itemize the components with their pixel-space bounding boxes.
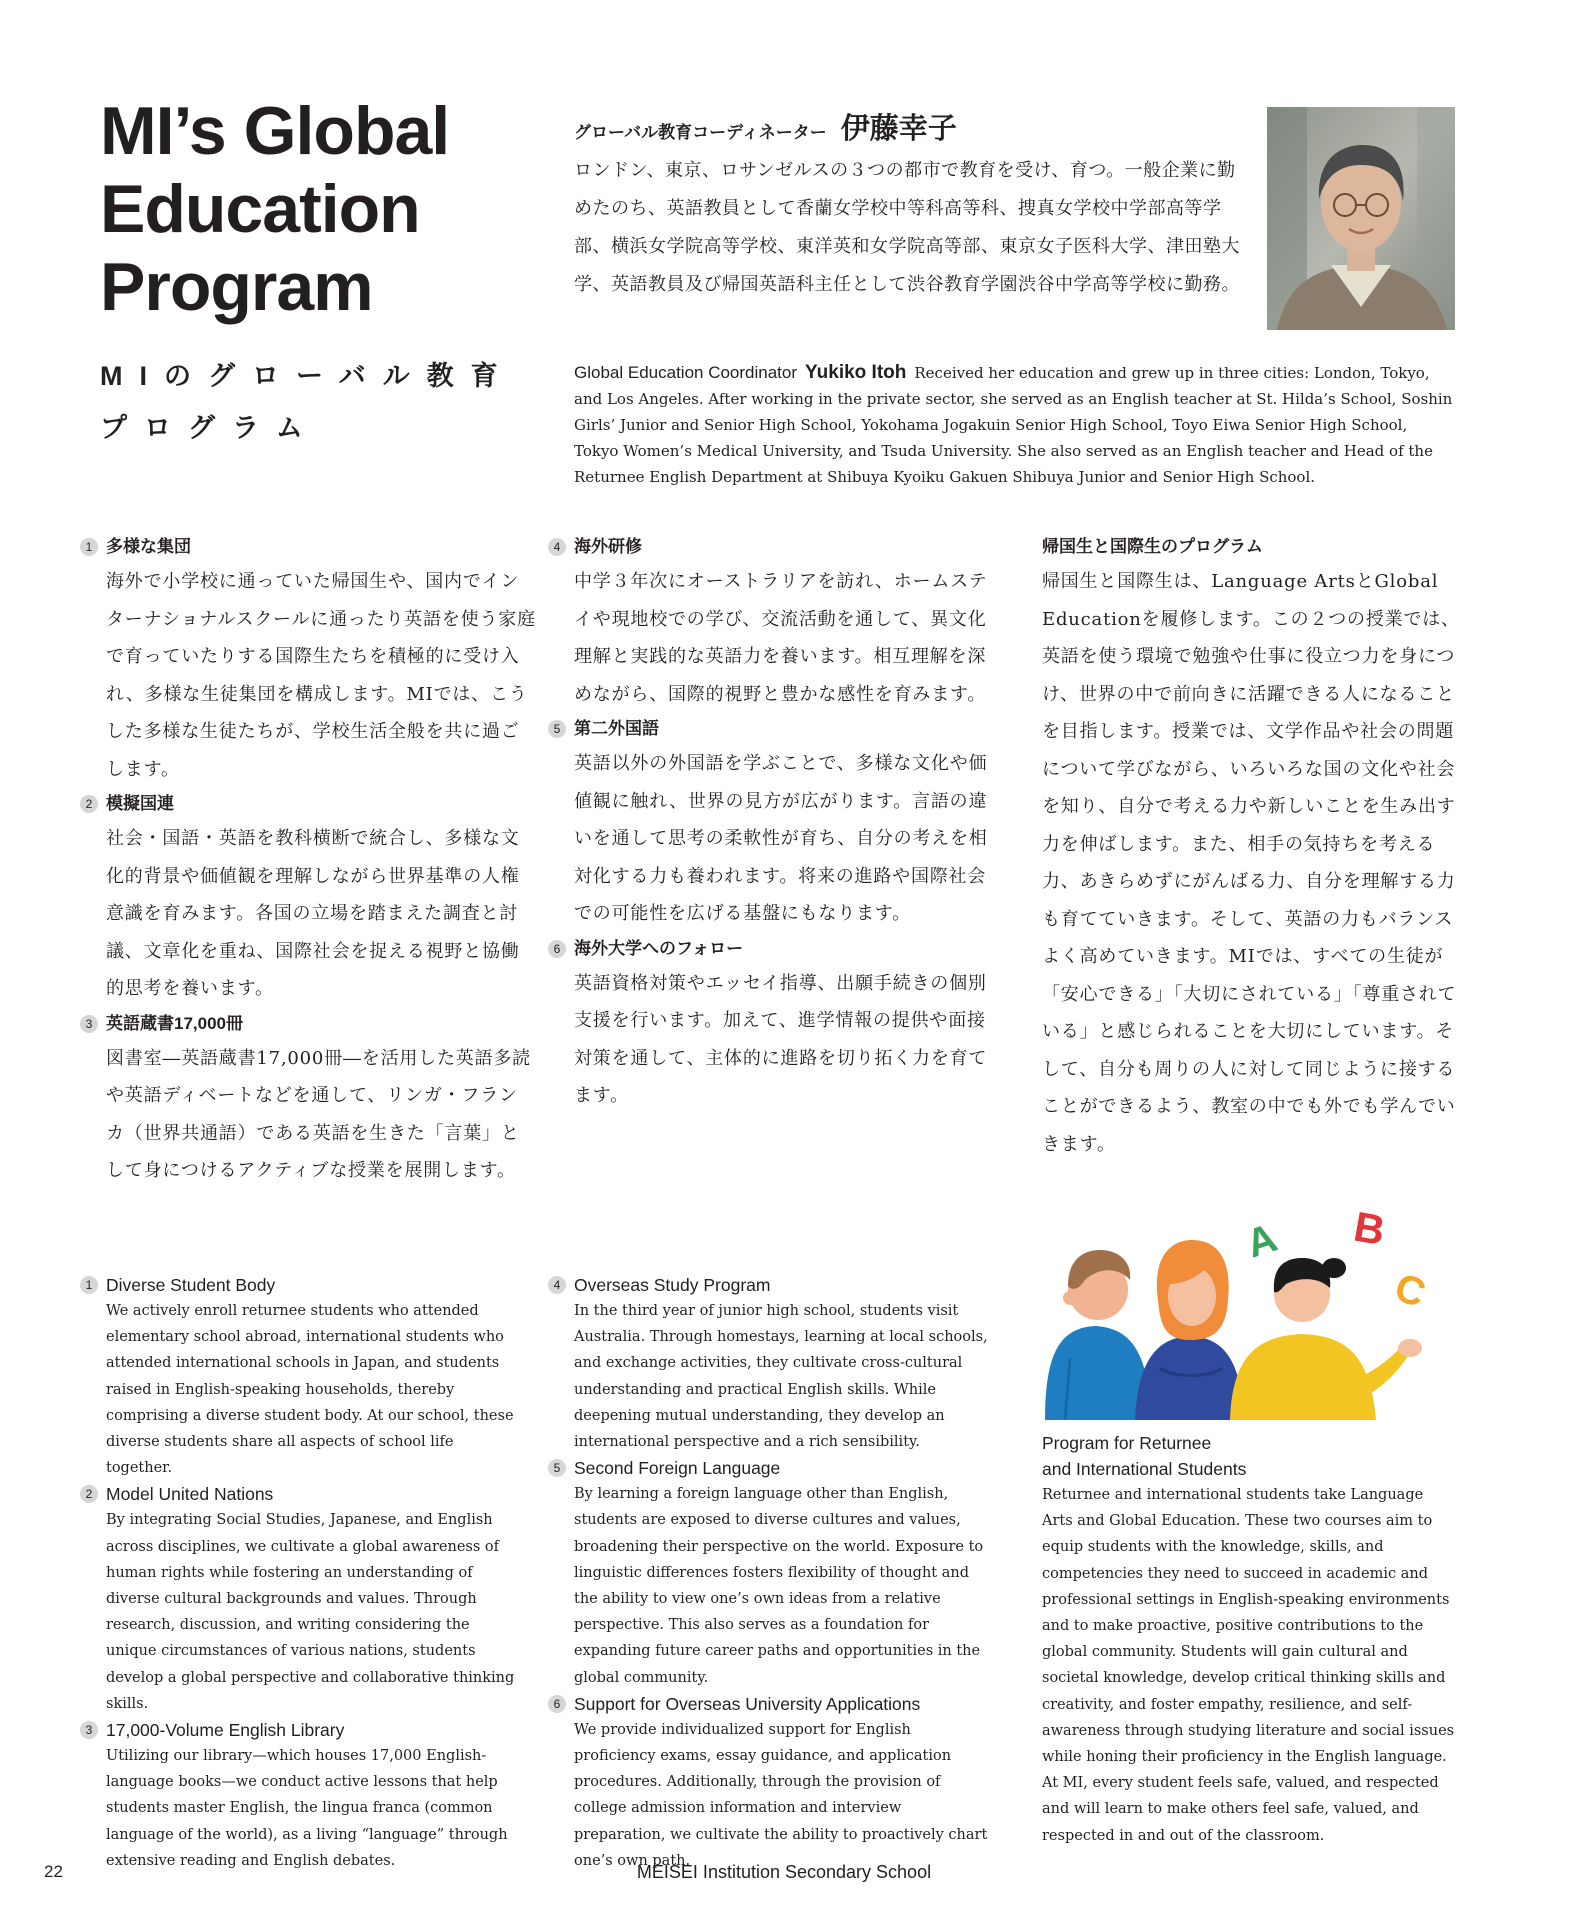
item-number-badge: 6 [548, 1695, 566, 1713]
title-line-1: MI’s Global [100, 93, 450, 169]
item-ja-1-body: 海外で小学校に通っていた帰国生や、国内でインターナショナルスクールに通ったり英語を使う家庭で育っていたりする国際生たちを積極的に受け入れ、多様な生徒集団を構成します。MIでは、こうした多様な生徒たちが、学校生活全般を共に過ごします。 [106, 571, 536, 780]
item-ja-1-heading [80, 531, 536, 563]
letter-b-icon: B [1350, 1202, 1389, 1255]
coordinator-name-en: Yukiko Itoh [805, 362, 907, 383]
item-number-badge: 4 [548, 1276, 566, 1294]
page-title [100, 92, 530, 326]
program-en-body: Returnee and international students take Language Arts and Global Education. These two courses aim to equip students with the knowledge, skills, and competencies they need to succeed in academic and professional settings in English-speaking environments and to make proactive, positive contributions to the global community. Students will gain cultural and societal knowledge, develop critical thinking skills and creativity, and foster empathy, resilience, and self-awareness through studying literature and social issues while honing their proficiency in the English language. At MI, every student feels safe, valued, and respected and will learn to make others feel safe, valued, and respected in and out of the classroom. [1042, 1487, 1455, 1844]
item-number-badge: 2 [80, 795, 98, 813]
item-number-badge: 2 [80, 1485, 98, 1503]
coordinator-bio-ja: ロンドン、東京、ロサンゼルスの３つの都市で教育を受け、育つ。一般企業に勤めたのち、英語教員として香蘭女学校中等科高等科、捜真女学校中学部高等学部、横浜女学院高等学校、東洋英和女学院高等部、東京女子医科大学、津田塾大学、英語教員及び帰国英語科主任として渋谷教育学園渋谷中学高等学校に勤務。 [574, 160, 1240, 295]
item-number-badge: 3 [80, 1015, 98, 1033]
program-en-column [1042, 1430, 1456, 1849]
item-number-badge: 5 [548, 720, 566, 738]
coordinator-bio-en: Received her education and grew up in three cities: London, Tokyo, and Los Angeles. After working in the private sector, she served as an English teacher at St. Hilda’s School, Soshin Girls’ Junior and Senior High School, Yokohama Jogakuin Senior High School, Toyo Eiwa Senior High School, Tokyo Women’s Medical University, and Tsuda University. She also served as an English teacher and Head of the Returnee English Department at Shibuya Kyoiku Gakuen Shibuya Junior and Senior High School. [574, 364, 1453, 486]
item-ja-6-heading [548, 933, 1004, 965]
title-line-2: Education [100, 171, 420, 247]
page-number: 22 [44, 1862, 63, 1881]
item-ja-3-body: 図書室―英語蔵書17,000冊―を活用した英語多読や英語ディベートなどを通して、リンガ・フランカ（世界共通語）である英語を生きた「言葉」として身につけるアクティブな授業を展開します。 [106, 1047, 531, 1181]
item-ja-1-title: 多様な集団 [106, 537, 191, 556]
item-en-5-title: Second Foreign Language [574, 1458, 781, 1479]
student-figure-1 [1045, 1250, 1152, 1420]
item-en-2-heading [80, 1481, 520, 1507]
item-en-4-title: Overseas Study Program [574, 1275, 771, 1295]
item-ja-5-heading [548, 713, 1004, 745]
item-ja-3-heading [80, 1008, 536, 1040]
items-en-column-1 [85, 1272, 520, 1874]
students-illustration [1040, 1188, 1460, 1420]
item-en-2-body: By integrating Social Studies, Japanese, and English across disciplines, we cultivate a global awareness of human rights while fostering an understanding of diverse cultural backgrounds and values. Through research, discussion, and writing considering the unique circumstances of various nations, students develop a global perspective and collaborative thinking skills. [106, 1512, 515, 1712]
item-en-6-body: We provide individualized support for English proficiency exams, essay guidance, and application procedures. Additionally, through the provision of college admission information and interview preparation, we cultivate the ability to proactively chart one’s own path. [574, 1721, 988, 1869]
items-ja-column-2 [553, 531, 1004, 1115]
title-ja-line-2: プログラム [100, 413, 320, 443]
item-en-1-heading [80, 1272, 520, 1298]
items-ja-column-1 [85, 531, 536, 1190]
item-ja-2-heading [80, 788, 536, 820]
item-en-2-title: Model United Nations [106, 1484, 274, 1505]
item-ja-5-title: 第二外国語 [574, 719, 659, 738]
item-number-badge: 5 [548, 1459, 566, 1477]
coordinator-heading-ja [574, 106, 1264, 147]
footer-school-name: MEISEI Institution Secondary School [636, 1862, 932, 1882]
page-title-ja [100, 350, 530, 454]
item-ja-4-title: 海外研修 [574, 537, 642, 556]
item-ja-3-title: 英語蔵書17,000冊 [106, 1013, 243, 1033]
letter-a-icon: A [1241, 1215, 1283, 1267]
title-line-3: Program [100, 249, 373, 325]
program-ja-column [1042, 531, 1472, 1163]
program-en-title-line-1: Program for Returnee [1042, 1433, 1212, 1453]
item-en-1-body: We actively enroll returnee students who attended elementary school abroad, international students who attended international schools in Japan, and students raised in English-speaking households, thereby comprising a diverse student body. At our school, these diverse students share all aspects of school life together. [106, 1303, 514, 1477]
program-en-title-line-2: and International Students [1042, 1459, 1247, 1479]
item-ja-5-body: 英語以外の外国語を学ぶことで、多様な文化や価値観に触れ、世界の見方が広がります。言語の違いを通して思考の柔軟性が育ち、自分の考えを相対化する力も養われます。将来の進路や国際社会での可能性を広げる基盤にもなります。 [574, 753, 988, 924]
item-ja-4-body: 中学３年次にオーストラリアを訪れ、ホームステイや現地校での学び、交流活動を通して、異文化理解と実践的な英語力を養います。相互理解を深めながら、国際的視野と豊かな感性を育みます。 [574, 571, 988, 705]
items-en-column-2 [553, 1272, 988, 1874]
coordinator-role-en: Global Education Coordinator [574, 363, 798, 382]
item-ja-6-title: 海外大学へのフォロー [574, 938, 744, 958]
item-ja-2-title: 模擬国連 [106, 794, 174, 813]
item-ja-2-body: 社会・国語・英語を教科横断で統合し、多様な文化的背景や価値観を理解しながら世界基準の人権意識を育みます。各国の立場を踏まえた調査と討議、文章化を重ね、国際社会を捉える視野と協働的思考を養います。 [106, 828, 520, 999]
item-en-3-heading [80, 1717, 520, 1743]
item-en-5-body: By learning a foreign language other than English, students are exposed to diverse cultures and values, broadening their perspective on the world. Exposure to linguistic differences fosters flexibility of thought and the ability to view one’s own ideas from a relative perspective. This also serves as a foundation for expanding future career paths and opportunities in the global community. [574, 1486, 984, 1686]
item-number-badge: 1 [80, 1276, 98, 1294]
program-ja-title: 帰国生と国際生のプログラム [1042, 537, 1263, 556]
item-number-badge: 6 [548, 940, 566, 958]
item-ja-6-body: 英語資格対策やエッセイ指導、出願手続きの個別支援を行います。加えて、進学情報の提供や面接対策を通して、主体的に進路を切り拓く力を育てます。 [574, 972, 988, 1106]
item-number-badge: 3 [80, 1721, 98, 1739]
letter-c-icon: C [1388, 1265, 1432, 1317]
item-ja-4-heading [548, 531, 1004, 563]
item-en-1-title: Diverse Student Body [106, 1275, 276, 1295]
student-figure-2 [1135, 1240, 1245, 1420]
item-en-4-heading [548, 1272, 988, 1298]
item-en-3-body: Utilizing our library—which houses 17,000 English-language books—we conduct active lessons that help students master English, the lingua franca (common language of the world), as a living “language” through extensive reading and English debates. [106, 1748, 508, 1869]
item-en-5-heading [548, 1455, 988, 1481]
program-ja-body: 帰国生と国際生は、Language ArtsとGlobal Educationを履修します。この２つの授業では、英語を使う環境で勉強や仕事に役立つ力を身につけ、世界の中で前向きに活躍できる人になることを目指します。授業では、文学作品や社会の問題について学びながら、いろいろな国の文化や社会を知り、自分で考える力や新しいことを生み出す力を伸ばします。また、相手の気持ちを考える力、あきらめずにがんばる力、自分を理解する力も育てていきます。そして、英語の力もバランスよく高めていきます。MIでは、すべての生徒が「安心できる」「大切にされている」「尊重されている」と感じられることを大切にしています。そして、自分も周りの人に対して同じように接することができるよう、教室の中でも外でも学んでいきます。 [1042, 571, 1460, 1155]
coordinator-bio-en-block [574, 360, 1456, 490]
coordinator-photo [1267, 107, 1455, 330]
item-number-badge: 1 [80, 538, 98, 556]
student-figure-3 [1230, 1258, 1422, 1420]
coordinator-role-ja: グローバル教育コーディネーター [574, 123, 827, 142]
item-en-3-title: 17,000-Volume English Library [106, 1720, 345, 1741]
title-ja-line-1: MIのグローバル教育 [100, 361, 515, 391]
coordinator-name-ja: 伊藤幸子 [840, 113, 957, 145]
item-en-4-body: In the third year of junior high school, students visit Australia. Through homestays, learning at local schools, and exchange activities, they cultivate cross-cultural understanding and practical English skills. While deepening mutual understanding, they develop an international perspective and a rich sensibility. [574, 1303, 988, 1451]
item-en-6-title: Support for Overseas University Applications [574, 1693, 921, 1714]
item-number-badge: 4 [548, 538, 566, 556]
item-en-6-heading [548, 1691, 988, 1717]
